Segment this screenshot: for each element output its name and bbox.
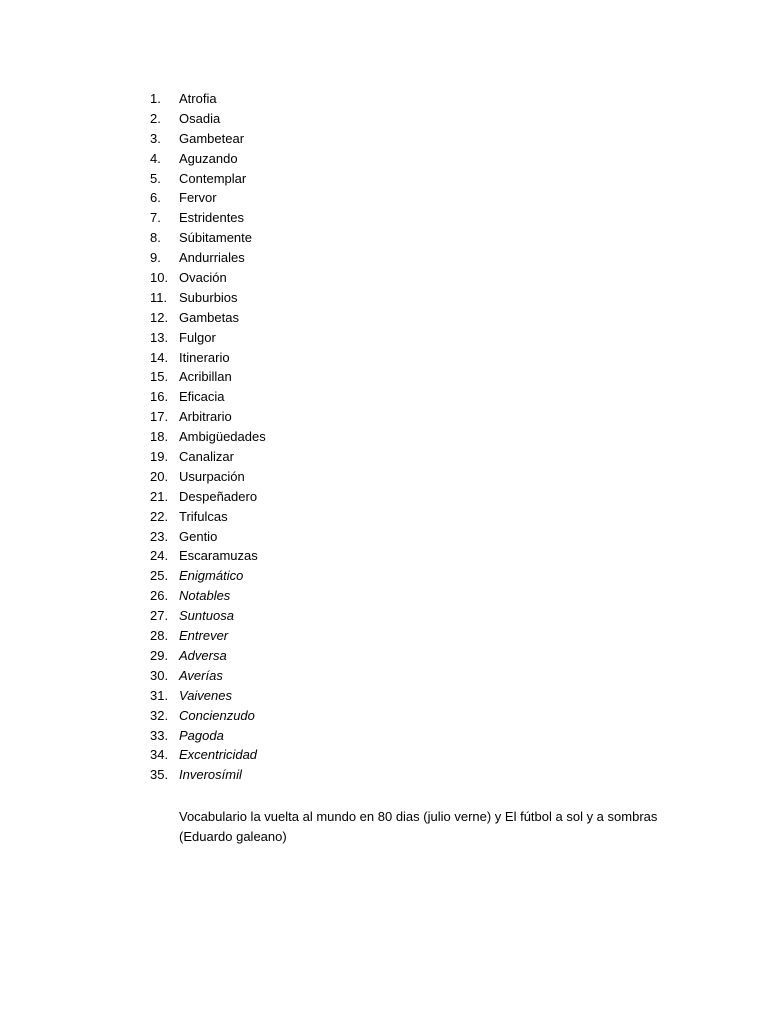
list-item [150, 626, 266, 646]
list-item-word: Itinerario [179, 349, 230, 365]
list-item [150, 89, 266, 109]
list-item-number: 31. [150, 687, 169, 703]
list-item-word: Trifulcas [179, 508, 228, 524]
list-item [150, 507, 266, 527]
list-item-word: Averías [179, 667, 223, 683]
list-item [150, 188, 266, 208]
list-item [150, 546, 266, 566]
list-item-word: Ovación [179, 270, 227, 286]
list-item-number: 5. [150, 170, 161, 186]
list-item-word: Osadia [179, 110, 221, 126]
list-item-number: 29. [150, 647, 169, 663]
list-item-word: Inverosímil [179, 767, 242, 783]
list-item-word: Gambetear [179, 130, 245, 146]
list-item-word: Súbitamente [179, 230, 252, 246]
list-item-number: 34. [150, 747, 169, 763]
list-item [150, 666, 266, 686]
list-item [150, 745, 266, 765]
list-item-word: Ambigüedades [179, 429, 266, 445]
list-item-number: 32. [150, 707, 169, 723]
list-item [150, 348, 266, 368]
list-item-word: Concienzudo [179, 707, 255, 723]
list-item-word: Excentricidad [179, 747, 258, 763]
list-item-number: 12. [150, 309, 169, 325]
list-item [150, 606, 266, 626]
list-item-word: Vaivenes [179, 687, 232, 703]
list-item-word: Canalizar [179, 449, 234, 465]
list-item [150, 407, 266, 427]
list-item [150, 169, 266, 189]
list-item-number: 21. [150, 488, 169, 504]
list-item-word: Estridentes [179, 210, 245, 226]
list-item [150, 646, 266, 666]
list-item-word: Entrever [179, 628, 229, 644]
list-item [150, 447, 266, 467]
list-item-number: 23. [150, 528, 169, 544]
list-item-word: Arbitrario [179, 409, 232, 425]
list-item [150, 487, 266, 507]
list-item-number: 7. [150, 210, 161, 226]
list-item-word: Andurriales [179, 250, 245, 266]
list-item-word: Gentio [179, 528, 218, 544]
list-item-number: 19. [150, 449, 169, 465]
list-item [150, 328, 266, 348]
list-item-number: 17. [150, 409, 169, 425]
list-item-number: 10. [150, 270, 169, 286]
list-item [150, 586, 266, 606]
list-item-number: 33. [150, 727, 169, 743]
list-item-number: 3. [150, 130, 161, 146]
list-item-number: 25. [150, 568, 169, 584]
list-item [150, 527, 266, 547]
list-item [150, 248, 266, 268]
list-item-word: Pagoda [179, 727, 224, 743]
list-item [150, 686, 266, 706]
list-item-word: Eficacia [179, 389, 225, 405]
list-item [150, 208, 266, 228]
list-item [150, 427, 266, 447]
list-item-number: 8. [150, 230, 161, 246]
list-item-number: 18. [150, 429, 169, 445]
list-item-number: 13. [150, 329, 169, 345]
list-item [150, 308, 266, 328]
list-item-word: Notables [179, 588, 231, 604]
list-item-number: 1. [150, 91, 161, 106]
list-item-number: 24. [150, 548, 169, 564]
list-item-word: Enigmático [179, 568, 244, 584]
list-item-number: 30. [150, 667, 169, 683]
list-item-number: 27. [150, 608, 169, 624]
list-item [150, 228, 266, 248]
list-item-number: 28. [150, 628, 169, 644]
list-item-word: Suburbios [179, 289, 238, 305]
list-item-number: 2. [150, 110, 161, 126]
list-item-number: 6. [150, 190, 161, 206]
list-item [150, 387, 266, 407]
list-item-number: 16. [150, 389, 169, 405]
list-item-number: 26. [150, 588, 169, 604]
list-item [150, 467, 266, 487]
list-item [150, 726, 266, 746]
list-item [150, 566, 266, 586]
list-item-word: Adversa [179, 647, 227, 663]
list-item-word: Aguzando [179, 150, 238, 166]
list-item [150, 706, 266, 726]
list-item-number: 22. [150, 508, 169, 524]
list-item [150, 149, 266, 169]
list-item-number: 15. [150, 369, 169, 385]
list-item-word: Fulgor [179, 329, 216, 345]
list-item-number: 35. [150, 767, 169, 783]
list-item-number: 9. [150, 250, 161, 266]
list-item [150, 268, 266, 288]
vocabulary-list [150, 89, 266, 785]
list-item [150, 288, 266, 308]
list-item-word: Gambetas [179, 309, 239, 325]
list-item [150, 109, 266, 129]
list-item-word: Despeñadero [179, 488, 258, 504]
list-item-word: Acribillan [179, 369, 232, 385]
list-item-word: Usurpación [179, 468, 245, 484]
list-item-word: Fervor [179, 190, 217, 206]
list-item-number: 14. [150, 349, 169, 365]
list-item [150, 765, 266, 785]
list-item-word: Escaramuzas [179, 548, 258, 564]
list-item-word: Atrofia [179, 91, 217, 106]
list-item-number: 4. [150, 150, 161, 166]
list-item-word: Suntuosa [179, 608, 234, 624]
list-item-word: Contemplar [179, 170, 247, 186]
list-item-number: 20. [150, 468, 169, 484]
list-item [150, 129, 266, 149]
list-item-number: 11. [150, 289, 168, 305]
footer-note: Vocabulario la vuelta al mundo en 80 dias (julio verne) y El fútbol a sol y a sombras (Eduardo galeano) [179, 809, 658, 844]
list-item [150, 367, 266, 387]
